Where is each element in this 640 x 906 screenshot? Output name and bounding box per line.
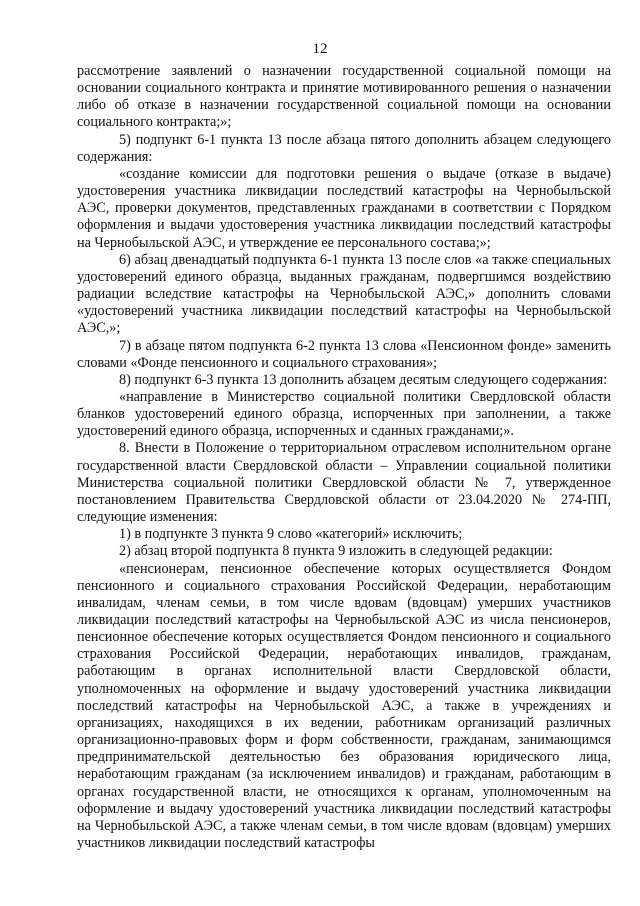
paragraph-item-5: 5) подпункт 6-1 пункта 13 после абзаца пятого дополнить абзацем следующего содержания: [77, 131, 611, 165]
paragraph-continuation: рассмотрение заявлений о назначении государственной социальной помощи на основании социального контракта и принятие мотивированного решения о назначении либо об отказе в назначении государственной социальной помощи на основании социального контракта;»; [77, 63, 611, 131]
document-body [77, 63, 611, 852]
paragraph-subitem-2: 2) абзац второй подпункта 8 пункта 9 изложить в следующей редакции: [119, 543, 553, 560]
paragraph-quote-pensioners: «пенсионерам, пенсионное обеспечение которых осуществляется Фондом пенсионного и социального страхования Российской Федерации, неработающим инвалидам, членам семьи, в том числе вдовам (вдовцам) умерших участников ликвидации последствий катастрофы на Чернобыльской АЭС из числа пенсионеров, пенсионное обеспечение которых осуществляется Фондом пенсионного и социального страхования Российской Федерации, неработающих инвалидов, гражданам, работающим в органах исполнительной власти Свердловской области, уполномоченных на оформление и выдачу удостоверений участника ликвидации последствий катастрофы на Чернобыльской АЭС, а также в учреждениях и организациях, находящихся в их ведении, работникам организаций различных организационно-правовых форм и форм собственности, гражданам, занимающимся предпринимательской деятельностью без образования юридического лица, неработающим гражданам (за исключением инвалидов) и гражданам, работающим в органах государственной власти, не относящихся к органам, уполномоченным на оформление и выдачу удостоверений участника ликвидации последствий катастрофы на Чернобыльской АЭС, а также членам семьи, в том числе вдовам (вдовцам) умерших участников ликвидации последствий катастрофы [77, 560, 611, 852]
paragraph-subitem-1: 1) в подпункте 3 пункта 9 слово «категорий» исключить; [119, 526, 463, 543]
paragraph-quote-commission: «создание комиссии для подготовки решения о выдаче (отказе в выдаче) удостоверения участника ликвидации последствий катастрофы на Чернобыльской АЭС, проверки документов, представленных гражданами в соответствии с Порядком оформления и выдачи удостоверения участника ликвидации последствий катастрофы на Чернобыльской АЭС, и утверждение ее персонального состава;»; [77, 165, 611, 251]
paragraph-item-7: 7) в абзаце пятом подпункта 6-2 пункта 13 слова «Пенсионном фонде» заменить словами «Фонде пенсионного и социального страхования»; [77, 337, 611, 371]
paragraph-section-8: 8. Внести в Положение о территориальном отраслевом исполнительном органе государственной власти Свердловской области – Управлении социальной политики Министерства социальной политики Свердловской области № 7, утвержденное постановлением Правительства Свердловской области от 23.04.2020 № 274-ПП, следующие изменения: [77, 440, 611, 526]
paragraph-quote-blanks: «направление в Министерство социальной политики Свердловской области бланков удостоверений единого образца, испорченных при заполнении, а также удостоверений единого образца, испорченных и сданных гражданами;». [77, 388, 611, 440]
page-number: 12 [312, 41, 328, 57]
paragraph-item-8: 8) подпункт 6-3 пункта 13 дополнить абзацем десятым следующего содержания: [119, 371, 608, 388]
paragraph-item-6: 6) абзац двенадцатый подпункта 6-1 пункта 13 после слов «а также специальных удостоверений единого образца, выданных гражданам, подвергшимся воздействию радиации вследствие катастрофы на Чернобыльской АЭС,» дополнить словами «удостоверений участника ликвидации последствий катастрофы на Чернобыльской АЭС,»; [77, 251, 611, 337]
